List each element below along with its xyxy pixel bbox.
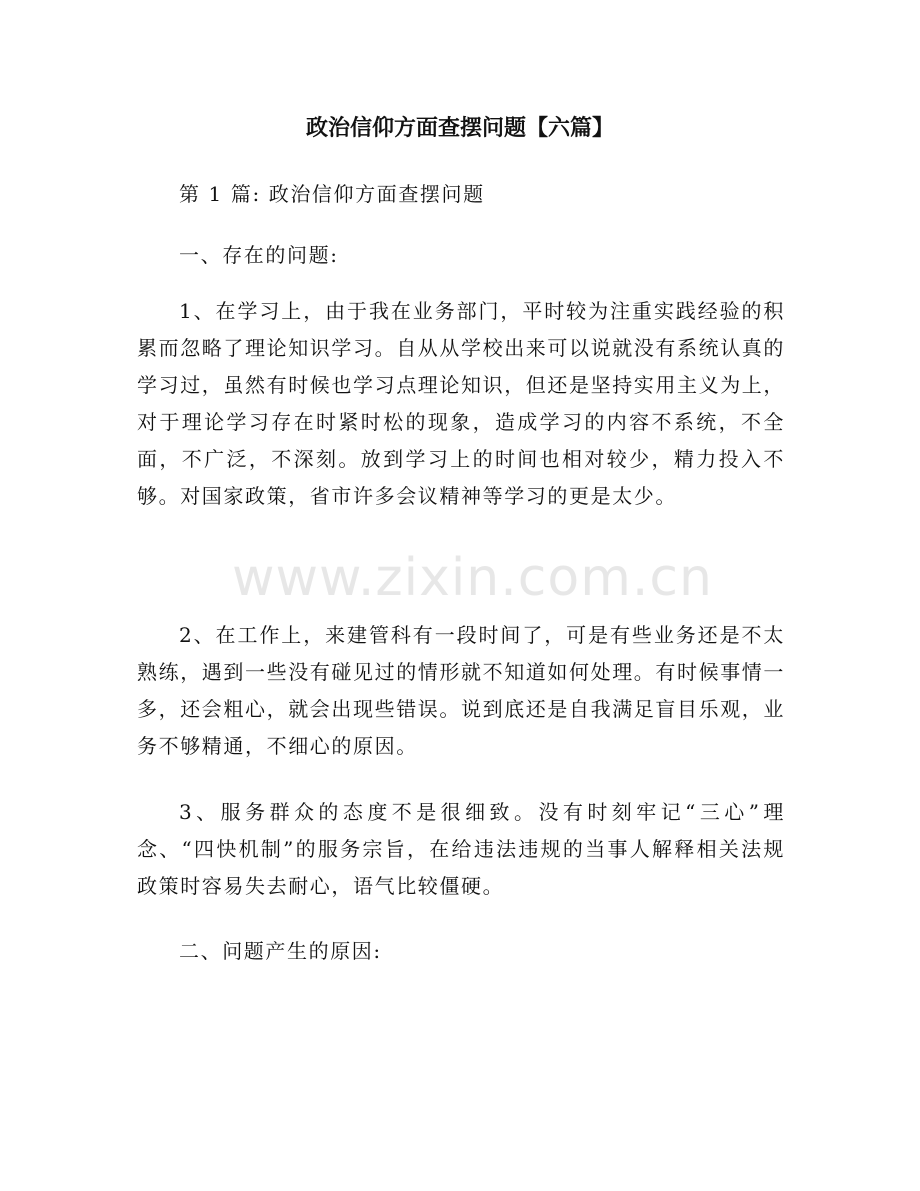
paragraph-study: 1、在学习上，由于我在业务部门，平时较为注重实践经验的积累而忽略了理论知识学习。自从从学校出来可以说就没有系统认真的学习过，虽然有时候也学习点理论知识，但还是坚持实用主义为上，对于理论学习存在时紧时松的现象，造成学习的内容不系统，不全面，不广泛，不深刻。放到学习上的时间也相对较少，精力投入不够。对国家政策，省市许多会议精神等学习的更是太少。 bbox=[137, 299, 785, 508]
paragraph-work: 2、在工作上，来建管科有一段时间了，可是有些业务还是不太熟练，遇到一些没有碰见过的情形就不知道如何处理。有时候事情一多，还会粗心，就会出现些错误。说到底还是自我满足盲目乐观，业务不够精通，不细心的原因。 bbox=[137, 623, 785, 758]
watermark: www.zixin.com.cn bbox=[232, 548, 713, 608]
section-heading-causes: 二、问题产生的原因: bbox=[179, 939, 382, 963]
document-title: 政治信仰方面查摆问题【六篇】 bbox=[305, 116, 614, 141]
article-subtitle: 第 1 篇: 政治信仰方面查摆问题 bbox=[179, 182, 485, 206]
paragraph-service: 3、服务群众的态度不是很细致。没有时刻牢记“三心”理念、“四快机制”的服务宗旨，在给违法违规的当事人解释相关法规政策时容易失去耐心，语气比较僵硬。 bbox=[137, 800, 785, 898]
section-heading-problems: 一、存在的问题: bbox=[179, 243, 339, 267]
